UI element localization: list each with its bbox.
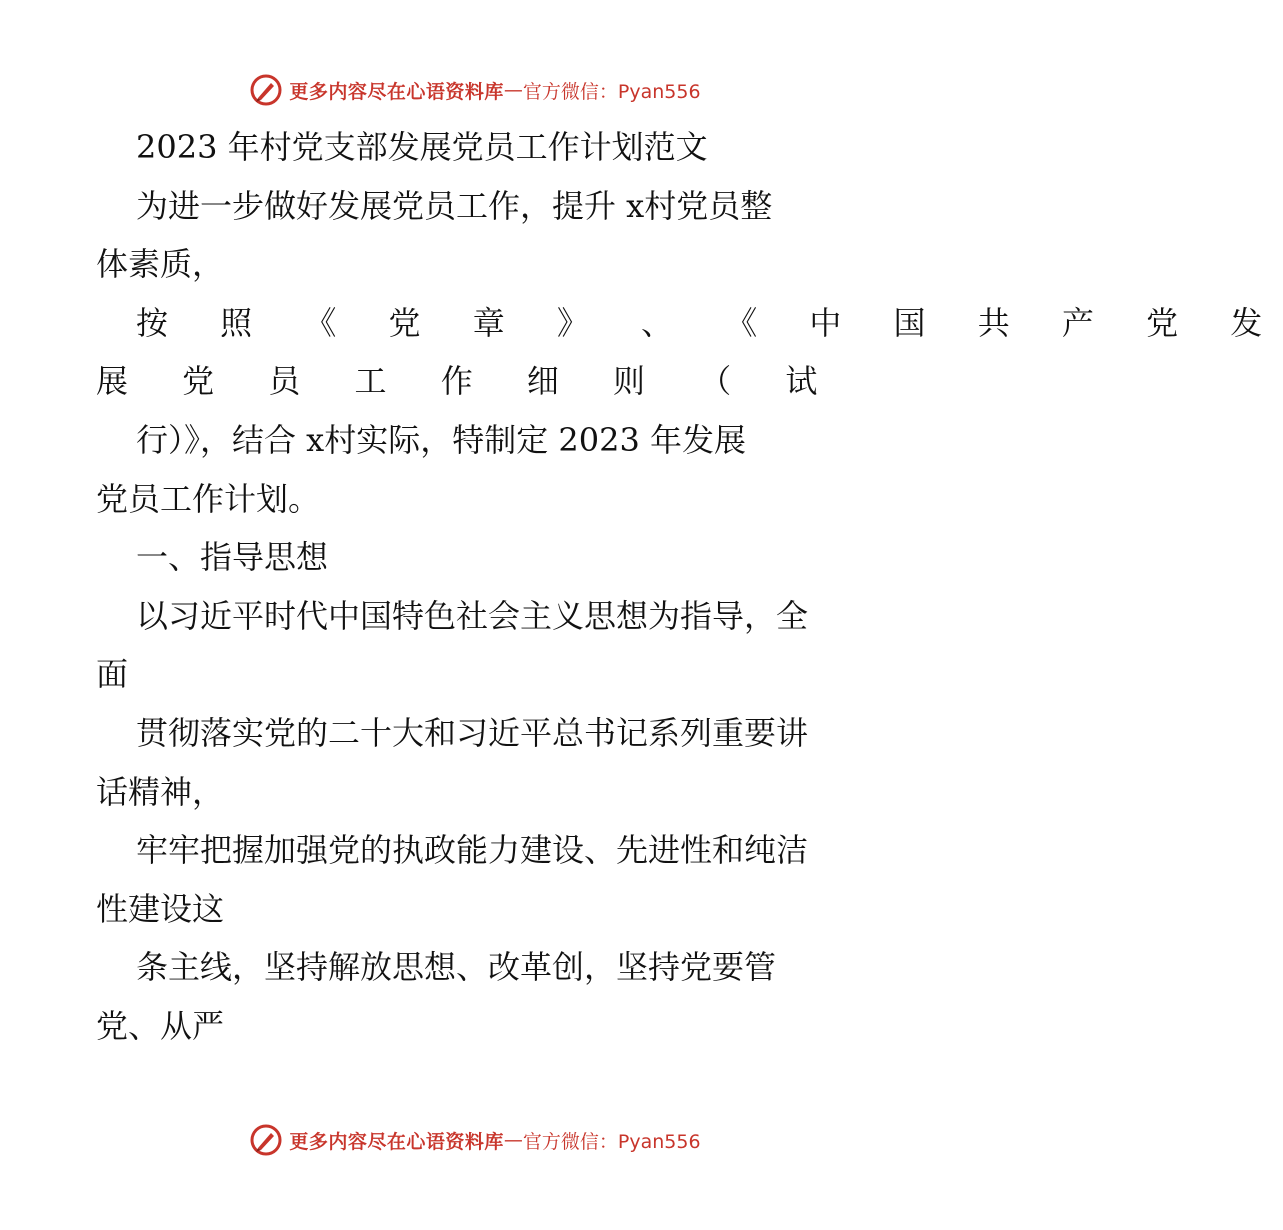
footer-watermark-banner [0, 1120, 950, 1160]
document-body [96, 118, 1283, 1056]
banner-separator: — [503, 79, 523, 101]
header-watermark-banner [0, 70, 950, 110]
text-line: 条主线，坚持解放思想、改革创，坚持党要管 [136, 948, 777, 987]
banner-sub-text: 官方微信：Pyan556 [522, 1130, 701, 1153]
document-title: 2023 年村党支部发展党员工作计划范文 [136, 128, 708, 166]
text-line: 面 [96, 655, 129, 694]
banner-separator: — [503, 1129, 523, 1151]
banner-main-text: 更多内容尽在心语资料库 [289, 1130, 504, 1153]
text-line: 贯彻落实党的二十大和习近平总书记系列重要讲 [136, 713, 809, 752]
text-line: 党员工作计划。 [96, 479, 321, 518]
section-heading: 一、指导思想 [136, 538, 329, 577]
pen-logo-icon [249, 73, 283, 107]
text-line: 体素质， [96, 245, 225, 284]
text-line: 展 党 员 工 作 细 则 （ 试 [96, 362, 840, 401]
text-line: 行）》，结合 x村实际，特制定 2023 年发展 [136, 420, 747, 459]
text-line: 为进一步做好发展党员工作，提升 x村党员整 [136, 186, 773, 225]
banner-sub-text: 官方微信：Pyan556 [522, 80, 701, 103]
text-line: 牢牢把握加强党的执政能力建设、先进性和纯洁 [136, 831, 809, 870]
text-line: 性建设这 [96, 889, 225, 928]
text-line: 话精神， [96, 772, 225, 811]
text-line: 按 照 《 党 章 》 、 《 中 国 共 产 党 发 [136, 303, 1283, 342]
pen-logo-icon [249, 1123, 283, 1157]
text-line: 以习近平时代中国特色社会主义思想为指导，全 [136, 596, 809, 635]
text-line: 党、从严 [96, 1006, 225, 1045]
banner-main-text: 更多内容尽在心语资料库 [289, 80, 504, 103]
